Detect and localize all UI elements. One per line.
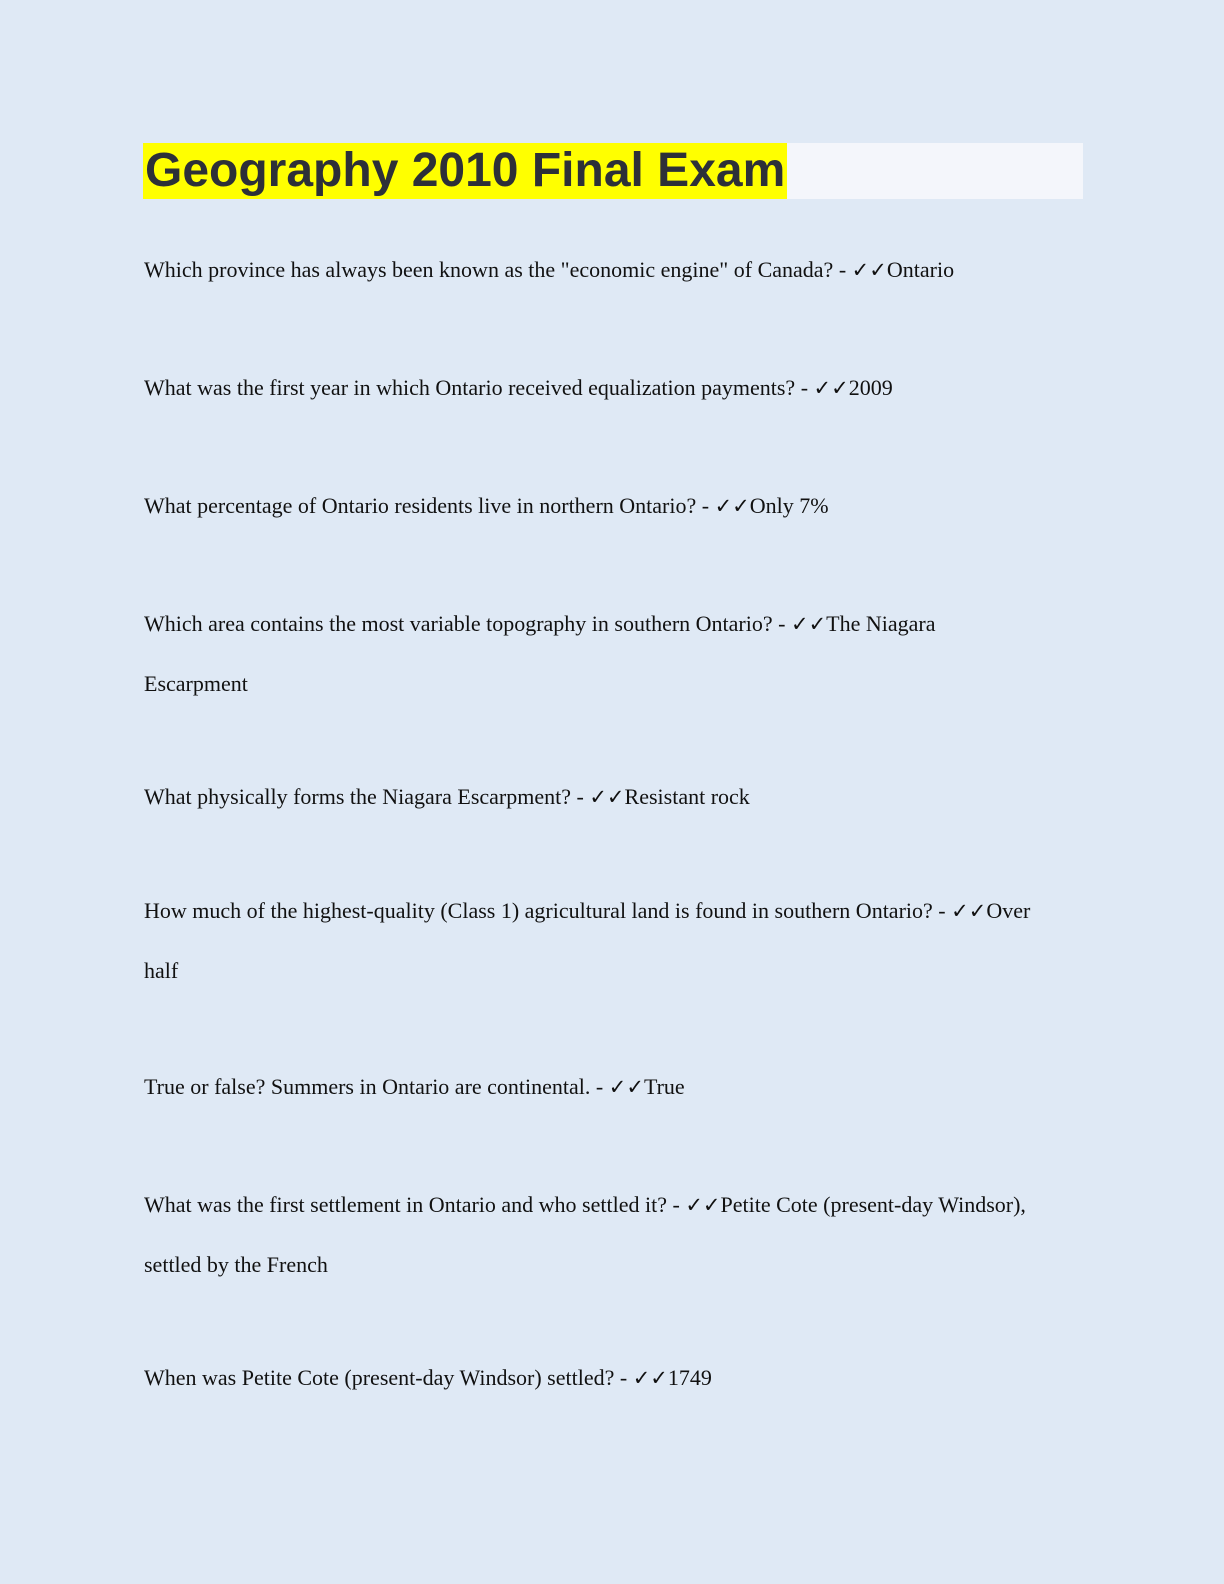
document-title: Geography 2010 Final Exam [145,144,786,197]
double-check-icon: ✓✓ [589,785,625,809]
answer-text: Petite Cote (present-day Windsor), settled by the French [144,1192,1026,1277]
qa-item [144,594,1044,713]
question-text: What was the first settlement in Ontario and who settled it? - [144,1192,686,1217]
answer-text: True [643,1074,685,1099]
qa-item [144,240,1044,300]
qa-item [144,1057,1044,1117]
question-text: What was the first year in which Ontario received equalization payments? - [144,375,814,400]
qa-item [144,358,1044,418]
double-check-icon: ✓✓ [714,494,750,518]
question-text: When was Petite Cote (present-day Windsor) settled? - [144,1365,633,1390]
answer-text: The Niagara Escarpment [144,611,936,696]
answer-text: Only 7% [749,493,829,518]
double-check-icon: ✓✓ [632,1366,668,1390]
double-check-icon: ✓✓ [790,612,827,636]
question-text: What percentage of Ontario residents live in northern Ontario? - [144,493,715,518]
answer-text: 1749 [667,1365,712,1390]
double-check-icon: ✓✓ [608,1075,644,1099]
question-text: True or false? Summers in Ontario are continental. - [144,1074,609,1099]
answer-text: Over half [144,898,1031,983]
qa-item [144,476,1044,536]
answer-text: Ontario [886,257,955,282]
question-text: What physically forms the Niagara Escarpment? - [144,784,590,809]
qa-item [144,1348,1044,1408]
qa-item [144,1175,1044,1294]
question-text: Which area contains the most variable topography in southern Ontario? - [144,611,791,636]
qa-item [144,767,1044,827]
question-text: How much of the highest-quality (Class 1) agricultural land is found in southern Ontario? - [144,898,952,923]
double-check-icon: ✓✓ [951,899,987,923]
qa-item [144,881,1044,1000]
answer-text: 2009 [848,375,893,400]
double-check-icon: ✓✓ [813,376,849,400]
double-check-icon: ✓✓ [685,1193,721,1217]
double-check-icon: ✓✓ [851,258,887,282]
answer-text: Resistant rock [624,784,750,809]
question-text: Which province has always been known as the "economic engine" of Canada? - [144,257,852,282]
